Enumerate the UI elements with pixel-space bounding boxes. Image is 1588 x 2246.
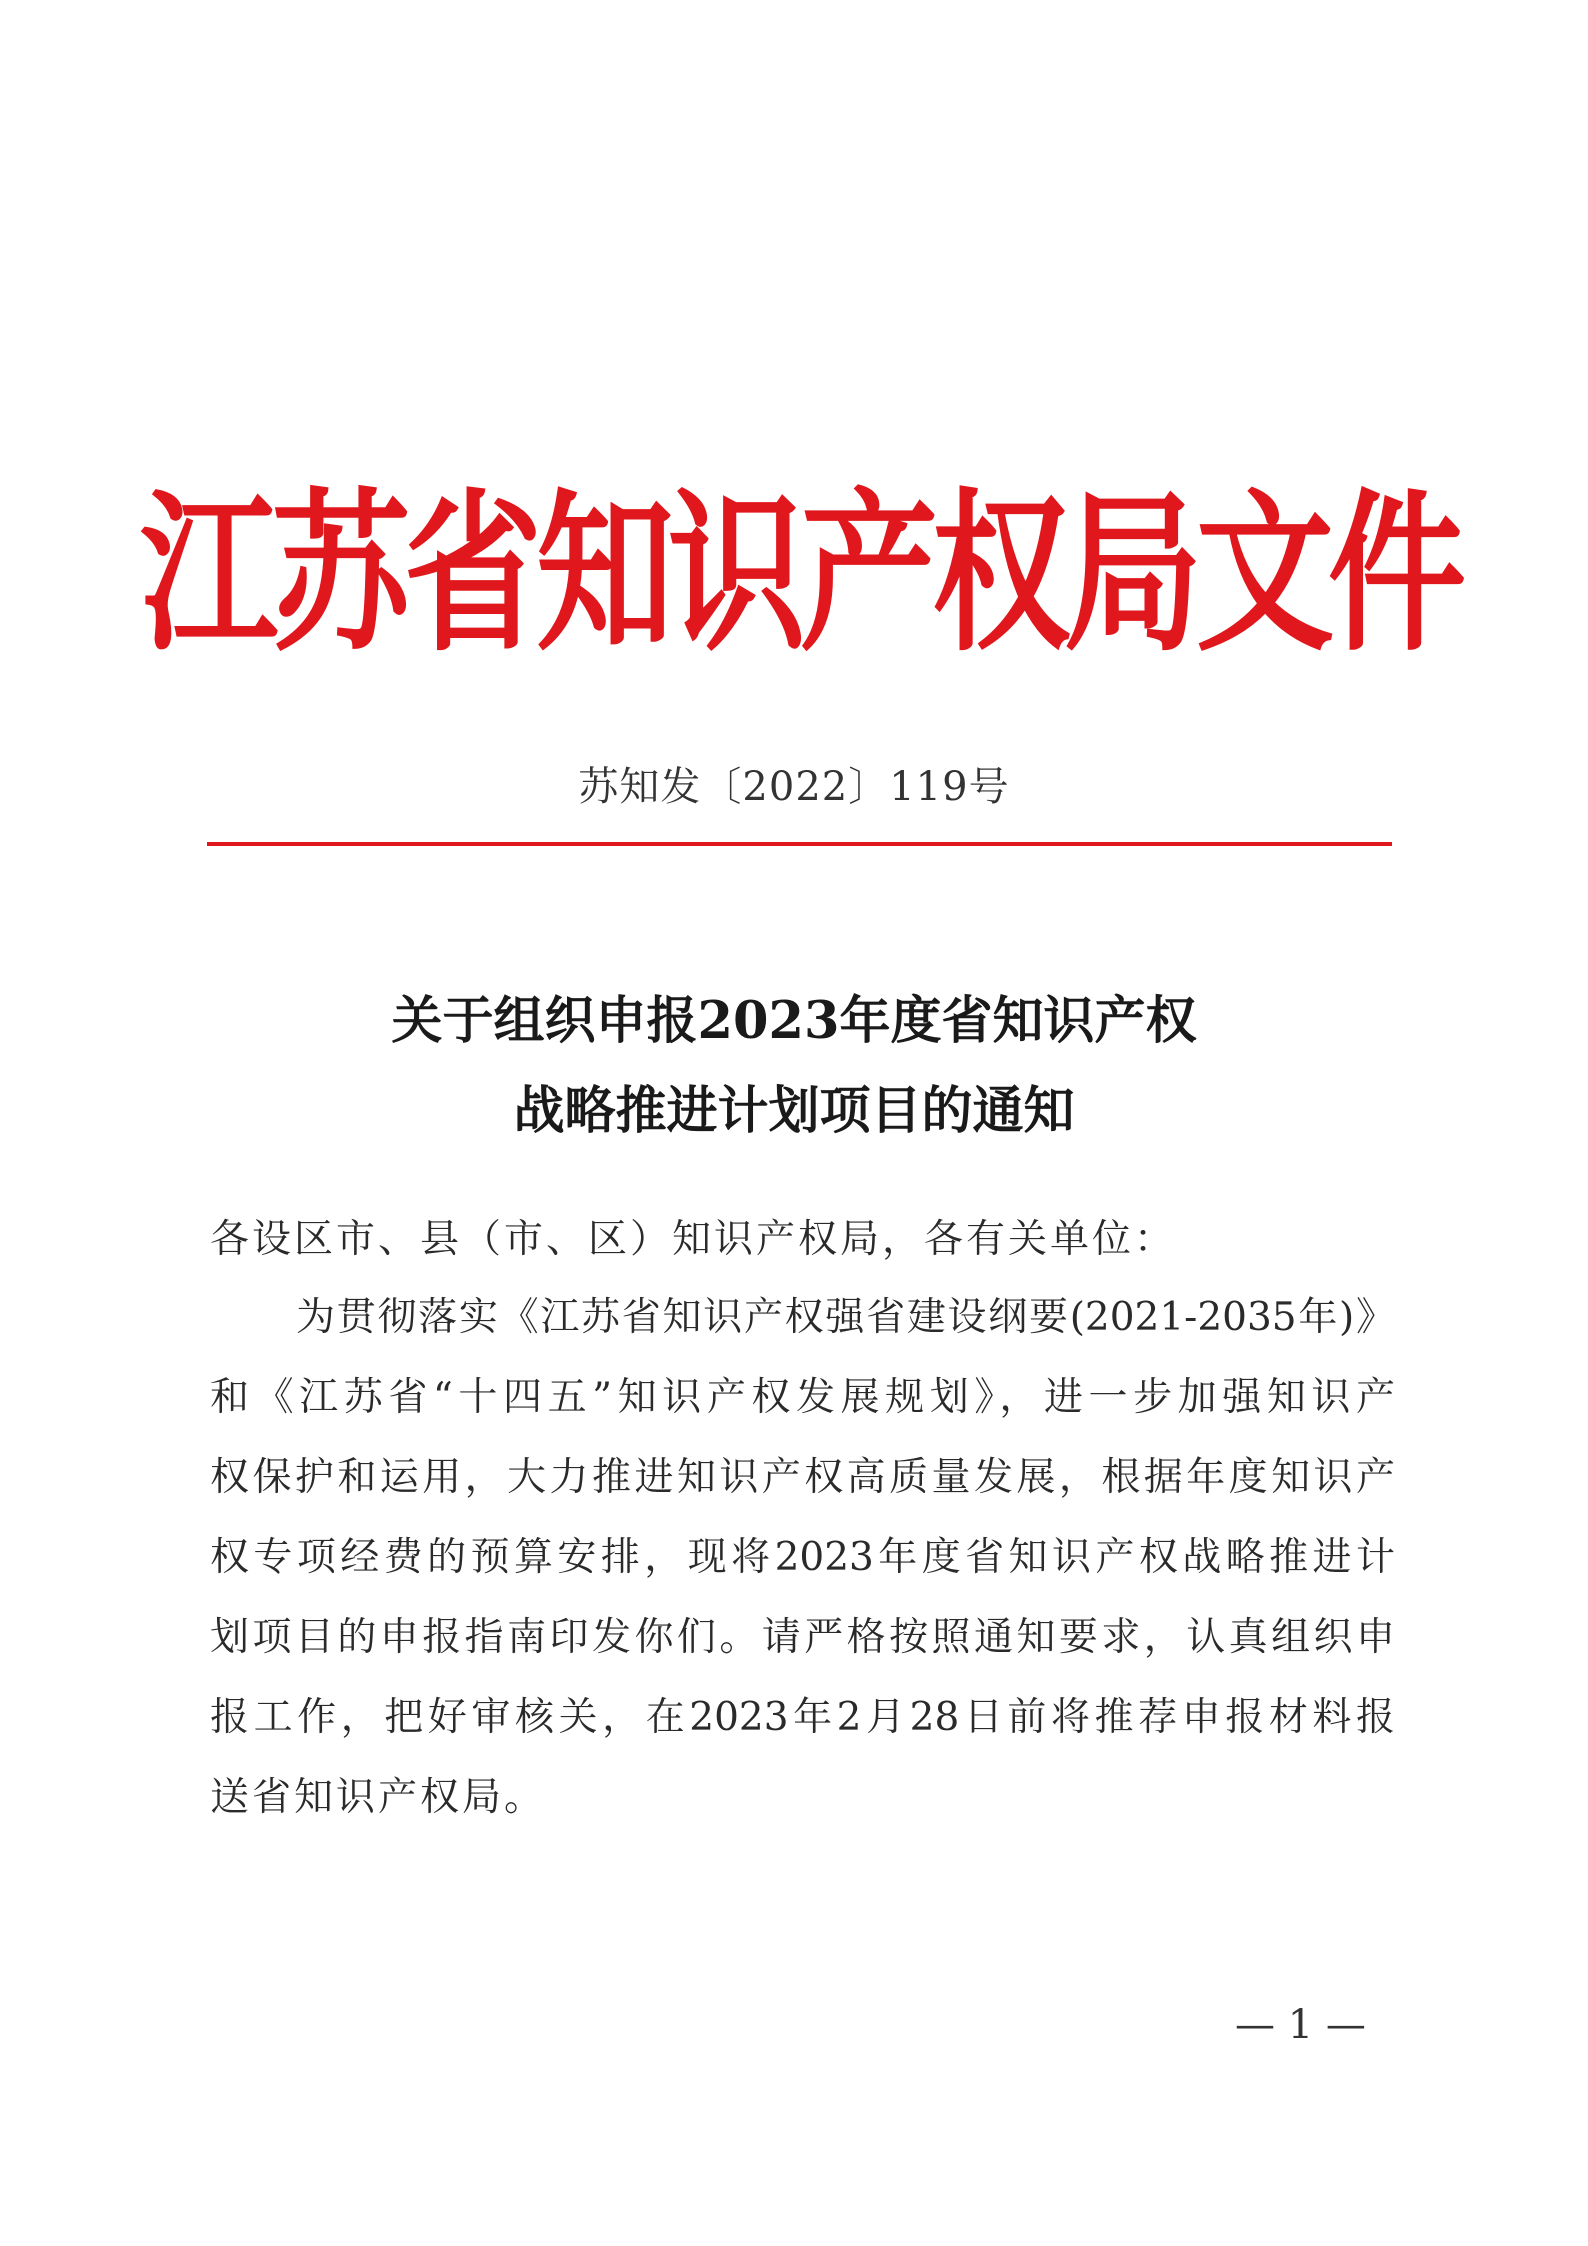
- salutation: 各设区市、县（市、区）知识产权局，各有关单位：: [210, 1217, 1177, 1262]
- page-number: — 1 —: [1235, 2002, 1366, 2048]
- body-line-2: 和《江苏省“十四五”知识产权发展规划》，进一步加强知识产: [210, 1375, 1395, 1420]
- body-line-3: 权保护和运用，大力推进知识产权高质量发展，根据年度知识产: [210, 1455, 1395, 1500]
- body-line-1: 为贯彻落实《江苏省知识产权强省建设纲要(2021-2035年)》: [296, 1295, 1395, 1340]
- body-line-7: 送省知识产权局。: [210, 1775, 547, 1820]
- notice-title-line-1: 关于组织申报2023年度省知识产权: [391, 991, 1197, 1051]
- masthead-title: 江苏省知识产权局文件: [140, 473, 1461, 675]
- notice-title-line-2: 战略推进计划项目的通知: [513, 1081, 1075, 1141]
- body-line-5: 划项目的申报指南印发你们。请严格按照通知要求，认真组织申: [210, 1615, 1395, 1660]
- red-separator-line: [207, 842, 1392, 846]
- document-number: 苏知发〔2022〕119号: [578, 764, 1010, 810]
- body-line-4: 权专项经费的预算安排，现将2023年度省知识产权战略推进计: [210, 1535, 1395, 1580]
- body-line-6: 报工作，把好审核关，在2023年2月28日前将推荐申报材料报: [210, 1695, 1395, 1740]
